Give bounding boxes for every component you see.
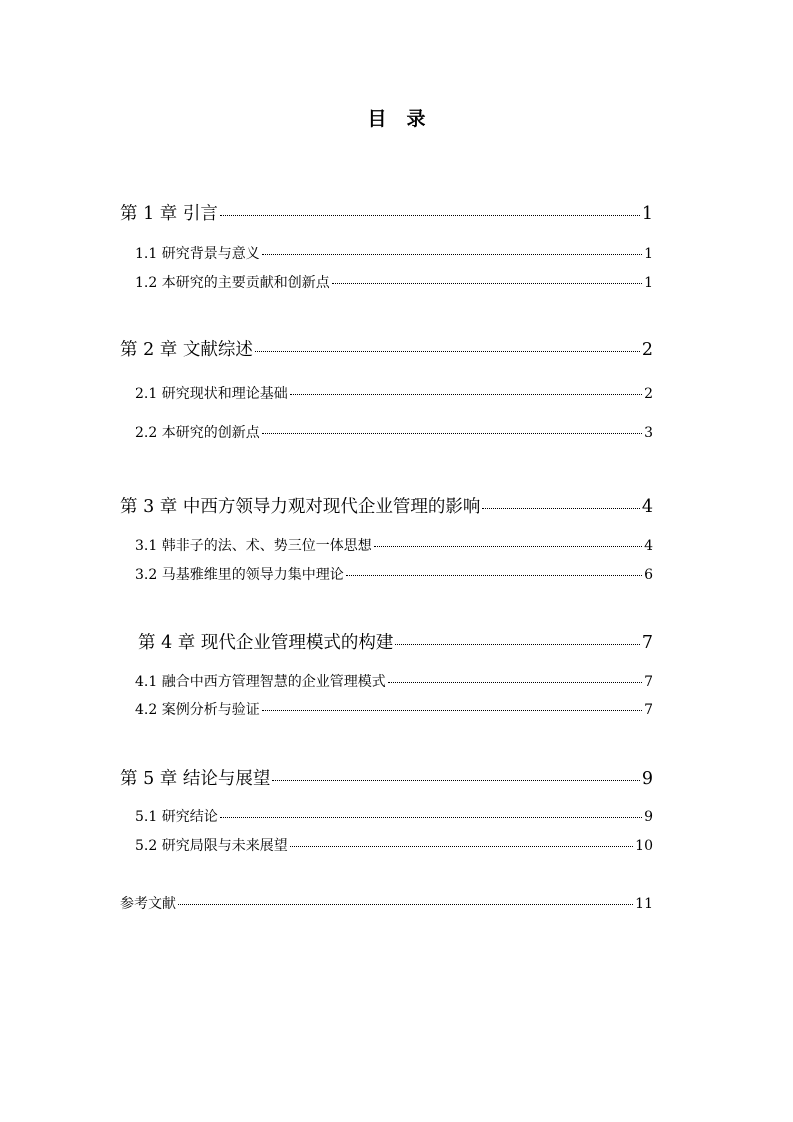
toc-section-label: 2.1 研究现状和理论基础: [135, 386, 288, 402]
toc-section-label: 3.1 韩非子的法、术、势三位一体思想: [135, 538, 372, 554]
toc-chapter-label: 第 2 章 文献综述: [120, 340, 253, 360]
toc-leader-dots: [255, 351, 640, 352]
toc-section-label: 5.1 研究结论: [135, 809, 218, 825]
toc-page-number: 7: [641, 633, 653, 653]
toc-section-5-1[interactable]: [135, 806, 653, 826]
toc-page-number: 9: [644, 809, 653, 825]
toc-page-number: 1: [644, 275, 653, 291]
toc-section-1-2[interactable]: [135, 272, 653, 292]
toc-section-2-2[interactable]: [135, 422, 653, 442]
toc-section-label: 4.1 融合中西方管理智慧的企业管理模式: [135, 674, 386, 690]
toc-leader-dots: [290, 394, 642, 395]
toc-leader-dots: [346, 575, 642, 576]
toc-page-number: 7: [644, 674, 653, 690]
toc-chapter-3[interactable]: [120, 493, 653, 518]
toc-section-label: 4.2 案例分析与验证: [135, 702, 260, 718]
toc-chapter-label: 第 4 章 现代企业管理模式的构建: [138, 633, 394, 653]
toc-leader-dots: [374, 546, 642, 547]
toc-page-number: 7: [644, 702, 653, 718]
toc-leader-dots: [395, 644, 640, 645]
toc-chapter-4[interactable]: [138, 629, 653, 654]
toc-page-number: 1: [641, 204, 653, 224]
toc-chapter-label: 第 3 章 中西方领导力观对现代企业管理的影响: [120, 497, 481, 517]
toc-leader-dots: [482, 508, 640, 509]
toc-page-number: 2: [644, 386, 653, 402]
toc-chapter-label: 第 1 章 引言: [120, 204, 218, 224]
toc-page-number: 4: [644, 538, 653, 554]
toc-leader-dots: [262, 254, 642, 255]
toc-page-number: 2: [641, 340, 653, 360]
toc-section-label: 1.2 本研究的主要贡献和创新点: [135, 275, 330, 291]
toc-leader-dots: [178, 904, 633, 905]
title-char-1: 目: [367, 108, 387, 130]
toc-page-number: 3: [644, 425, 653, 441]
toc-section-1-1[interactable]: [135, 243, 653, 263]
toc-page-number: 11: [635, 896, 653, 912]
toc-section-3-1[interactable]: [135, 535, 653, 555]
toc-section-2-1[interactable]: [135, 383, 653, 403]
toc-leader-dots: [332, 283, 642, 284]
toc-section-4-1[interactable]: [135, 671, 653, 691]
toc-leader-dots: [388, 682, 642, 683]
toc-chapter-2[interactable]: [120, 336, 653, 361]
toc-references-label: 参考文献: [120, 896, 176, 912]
toc-leader-dots: [220, 817, 642, 818]
toc-section-5-2[interactable]: [135, 835, 653, 855]
toc-leader-dots: [262, 433, 642, 434]
toc-section-label: 1.1 研究背景与意义: [135, 246, 260, 262]
toc-section-label: 5.2 研究局限与未来展望: [135, 838, 288, 854]
toc-page-number: 10: [635, 838, 653, 854]
toc-chapter-1[interactable]: [120, 200, 653, 225]
toc-section-label: 2.2 本研究的创新点: [135, 425, 260, 441]
toc-section-3-2[interactable]: [135, 564, 653, 584]
toc-page-number: 1: [644, 246, 653, 262]
toc-leader-dots: [290, 846, 633, 847]
toc-section-label: 3.2 马基雅维里的领导力集中理论: [135, 567, 344, 583]
toc-references[interactable]: [120, 893, 653, 913]
toc-leader-dots: [272, 780, 640, 781]
toc-section-4-2[interactable]: [135, 699, 653, 719]
toc-leader-dots: [262, 710, 642, 711]
toc-chapter-5[interactable]: [120, 765, 653, 790]
toc-chapter-label: 第 5 章 结论与展望: [120, 769, 271, 789]
title-char-2: 录: [406, 108, 426, 130]
page-title: [0, 104, 793, 131]
toc-page-number: 9: [641, 769, 653, 789]
toc-page-number: 4: [641, 497, 653, 517]
toc-page-number: 6: [644, 567, 653, 583]
toc-leader-dots: [220, 215, 640, 216]
